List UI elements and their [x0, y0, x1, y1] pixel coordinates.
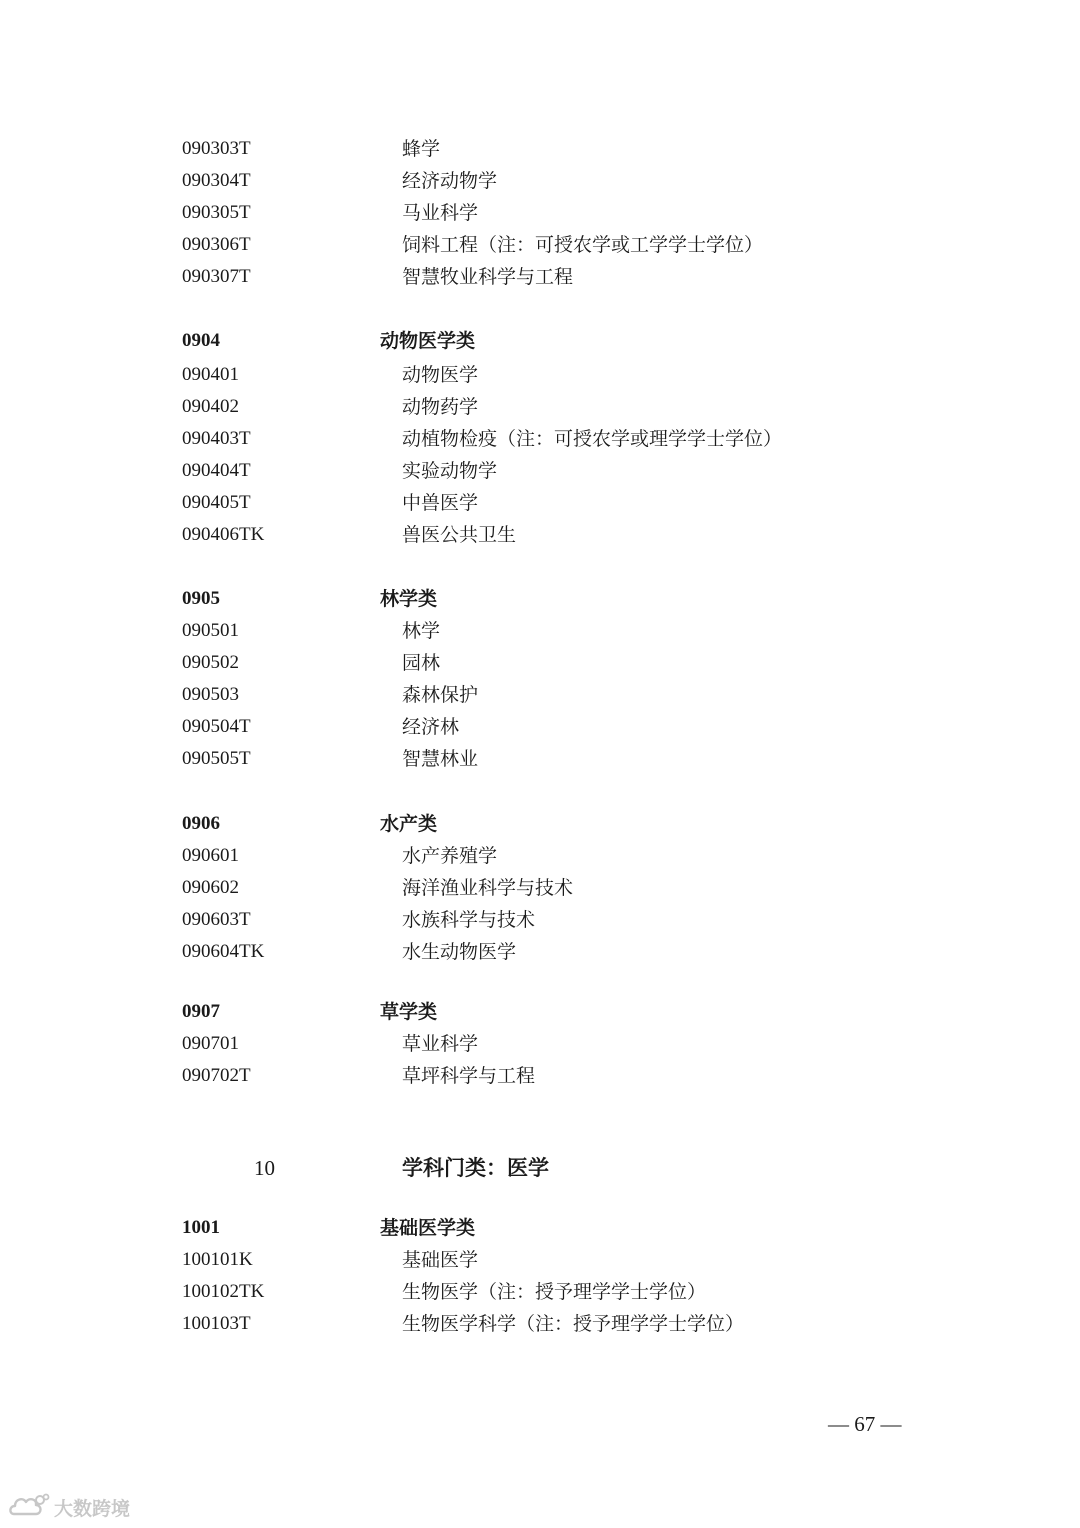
- major-code: 090601: [182, 845, 239, 866]
- major-name: 森林保护: [402, 684, 479, 706]
- category-row: [0, 325, 1080, 357]
- major-name: 动物医学: [402, 364, 479, 386]
- major-row: [0, 455, 1080, 487]
- major-code: 100103T: [182, 1313, 251, 1334]
- major-name: 水产养殖学: [402, 845, 498, 867]
- major-name: 中兽医学: [402, 492, 479, 514]
- major-code: 090402: [182, 396, 239, 417]
- major-code: 090504T: [182, 716, 251, 737]
- major-row: [0, 615, 1080, 647]
- major-row: [0, 1308, 1080, 1340]
- major-name: 经济林: [402, 716, 460, 738]
- major-name: 水族科学与技术: [402, 909, 536, 931]
- major-name: 蜂学: [402, 138, 441, 160]
- major-row: [0, 391, 1080, 423]
- major-row: [0, 487, 1080, 519]
- major-code: 090305T: [182, 202, 251, 223]
- category-code: 0904: [182, 330, 220, 351]
- major-row: [0, 904, 1080, 936]
- major-code: 090503: [182, 684, 239, 705]
- major-row: [0, 229, 1080, 261]
- major-code: 090505T: [182, 748, 251, 769]
- major-code: 090702T: [182, 1065, 251, 1086]
- major-row: [0, 1244, 1080, 1276]
- discipline-code: 10: [254, 1156, 275, 1180]
- category-code: 0907: [182, 1001, 220, 1022]
- major-row: [0, 647, 1080, 679]
- major-name: 基础医学: [402, 1249, 479, 1271]
- major-row: [0, 197, 1080, 229]
- major-row: [0, 133, 1080, 165]
- major-name: 动物药学: [402, 396, 479, 418]
- major-code: 090303T: [182, 138, 251, 159]
- major-code: 090502: [182, 652, 239, 673]
- watermark-text: 大数跨境: [54, 1497, 131, 1520]
- major-row: [0, 423, 1080, 455]
- category-code: 0906: [182, 813, 220, 834]
- major-code: 090401: [182, 364, 239, 385]
- major-row: [0, 1060, 1080, 1092]
- category-code: 0905: [182, 588, 220, 609]
- major-code: 090604TK: [182, 941, 265, 962]
- major-row: [0, 1028, 1080, 1060]
- major-row: [0, 519, 1080, 551]
- category-name: 草学类: [380, 1001, 438, 1023]
- major-name: 林学: [402, 620, 441, 642]
- major-row: [0, 872, 1080, 904]
- category-row: [0, 996, 1080, 1028]
- major-code: 100101K: [182, 1249, 253, 1270]
- major-row: [0, 165, 1080, 197]
- major-name: 草坪科学与工程: [402, 1065, 536, 1087]
- major-name: 水生动物医学: [402, 941, 517, 963]
- major-name: 经济动物学: [402, 170, 498, 192]
- major-row: [0, 1276, 1080, 1308]
- major-row: [0, 743, 1080, 775]
- major-code: 090306T: [182, 234, 251, 255]
- major-code: 090406TK: [182, 524, 265, 545]
- major-code: 090405T: [182, 492, 251, 513]
- discipline-row: [0, 1152, 1080, 1184]
- category-row: [0, 808, 1080, 840]
- major-row: [0, 711, 1080, 743]
- discipline-name: 学科门类：医学: [402, 1155, 549, 1180]
- major-name: 园林: [402, 652, 441, 674]
- watermark: [8, 1490, 130, 1524]
- major-name: 饲料工程（注：可授农学或工学学士学位）: [402, 234, 764, 256]
- major-code: 090701: [182, 1033, 239, 1054]
- major-row: [0, 840, 1080, 872]
- major-code: 090404T: [182, 460, 251, 481]
- page-number: — 67 —: [828, 1412, 902, 1436]
- major-row: [0, 936, 1080, 968]
- major-row: [0, 359, 1080, 391]
- major-code: 090307T: [182, 266, 251, 287]
- major-code: 090501: [182, 620, 239, 641]
- category-row: [0, 583, 1080, 615]
- category-name: 动物医学类: [380, 330, 476, 352]
- major-name: 动植物检疫（注：可授农学或理学学士学位）: [402, 428, 783, 450]
- major-code: 090602: [182, 877, 239, 898]
- major-name: 实验动物学: [402, 460, 498, 482]
- major-name: 兽医公共卫生: [402, 524, 517, 546]
- major-row: [0, 261, 1080, 293]
- major-name: 马业科学: [402, 202, 479, 224]
- major-name: 生物医学（注：授予理学学士学位）: [402, 1281, 707, 1303]
- category-code: 1001: [182, 1217, 220, 1238]
- major-name: 海洋渔业科学与技术: [402, 877, 574, 899]
- category-row: [0, 1212, 1080, 1244]
- major-code: 090304T: [182, 170, 251, 191]
- major-name: 草业科学: [402, 1033, 479, 1055]
- major-code: 090603T: [182, 909, 251, 930]
- major-name: 智慧林业: [402, 748, 479, 770]
- major-row: [0, 679, 1080, 711]
- category-name: 基础医学类: [380, 1217, 476, 1239]
- category-name: 林学类: [380, 588, 438, 610]
- major-code: 090403T: [182, 428, 251, 449]
- major-code: 100102TK: [182, 1281, 265, 1302]
- major-name: 智慧牧业科学与工程: [402, 266, 574, 288]
- cloud-logo-icon: [8, 1492, 50, 1522]
- category-name: 水产类: [380, 813, 438, 835]
- major-name: 生物医学科学（注：授予理学学士学位）: [402, 1313, 745, 1335]
